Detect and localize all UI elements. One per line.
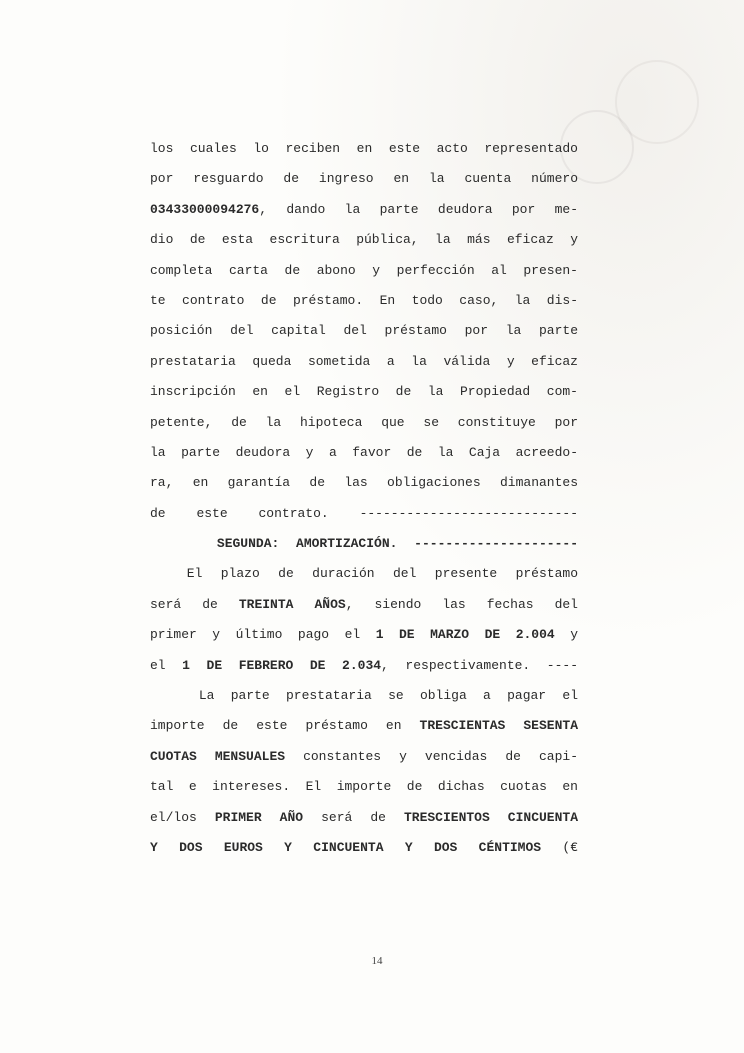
text-line: dio de esta escritura pública, la más eficaz y	[150, 232, 578, 248]
text-line: Y DOS EUROS Y CINCUENTA Y DOS CÉNTIMOS (€	[150, 839, 578, 855]
text-line: La parte prestataria se obliga a pagar el	[150, 688, 578, 704]
text-line: el/los PRIMER AÑO será de TRESCIENTOS CINCUENTA	[150, 809, 579, 825]
text-line: prestataria queda sometida a la válida y eficaz	[150, 353, 578, 369]
text-line: el 1 DE FEBRERO DE 2.034, respectivamente. ----	[150, 657, 578, 673]
text-line: posición del capital del préstamo por la parte	[150, 323, 578, 339]
text-line: importe de este préstamo en TRESCIENTAS SESENTA	[150, 718, 578, 734]
text-line: completa carta de abono y perfección al presen-	[150, 262, 578, 278]
contract-text	[150, 134, 578, 863]
text-line: la parte deudora y a favor de la Caja acreedo-	[150, 444, 578, 460]
text-line: los cuales lo reciben en este acto representado	[150, 141, 578, 156]
text-line: te contrato de préstamo. En todo caso, la dis-	[150, 292, 578, 308]
text-line: petente, de la hipoteca que se constituye por	[150, 414, 578, 430]
text-line: tal e intereses. El importe de dichas cuotas en	[150, 779, 578, 795]
text-line: El plazo de duración del presente préstamo	[150, 566, 578, 582]
text-line: primer y último pago el 1 DE MARZO DE 2.004 y	[150, 627, 578, 643]
text-line: de este contrato. ----------------------------	[150, 505, 578, 521]
text-line: 03433000094276, dando la parte deudora por me-	[150, 201, 578, 217]
text-line: será de TREINTA AÑOS, siendo las fechas del	[150, 596, 578, 612]
section-heading: SEGUNDA: AMORTIZACIÓN. ---------------------	[150, 536, 578, 552]
page-number: 14	[371, 955, 383, 967]
text-line: inscripción en el Registro de la Propiedad com-	[150, 384, 578, 400]
text-line: ra, en garantía de las obligaciones dimanantes	[150, 475, 578, 491]
text-line: CUOTAS MENSUALES constantes y vencidas de capi-	[150, 748, 578, 764]
text-line: por resguardo de ingreso en la cuenta número	[150, 171, 578, 187]
